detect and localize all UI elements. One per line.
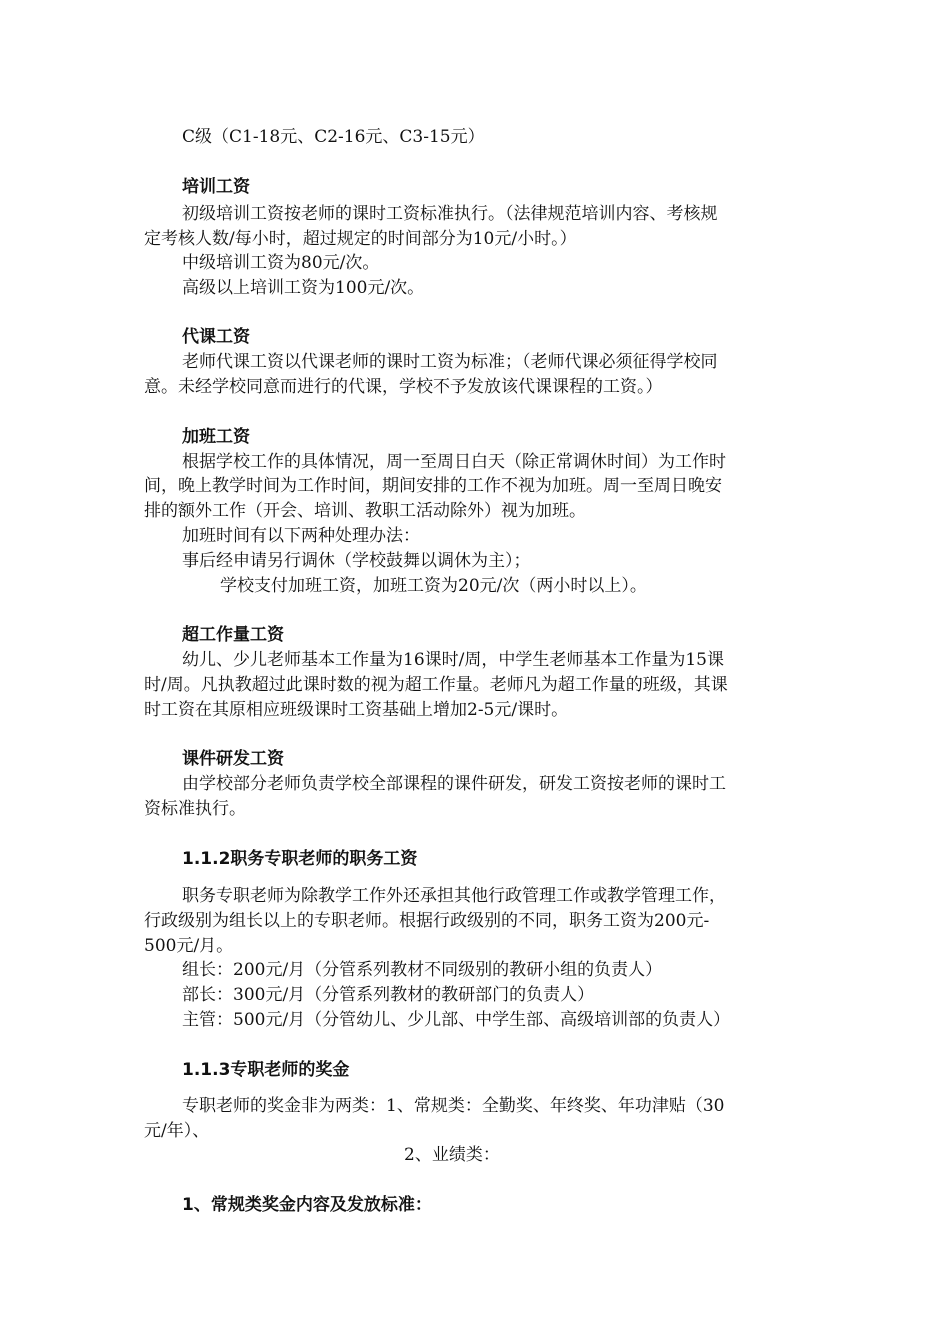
paragraph-line: 根据学校工作的具体情况，周一至周日白天（除正常调休时间）为工作时 — [182, 452, 726, 472]
paragraph-line: 间，晚上教学时间为工作时间，期间安排的工作不视为加班。周一至周日晚安 — [144, 476, 722, 496]
paragraph-line: 资标准执行。 — [144, 799, 246, 819]
paragraph-line: 500元/月。 — [144, 936, 234, 956]
heading-regular-bonus: 1、常规类奖金内容及发放标准： — [182, 1195, 432, 1215]
heading-training-pay: 培训工资 — [182, 177, 250, 197]
paragraph-line: 初级培训工资按老师的课时工资标准执行。（法律规范培训内容、考核规 — [182, 204, 718, 224]
paragraph-line: 中级培训工资为80元/次。 — [182, 253, 380, 273]
paragraph-line: 专职老师的奖金非为两类：1、常规类：全勤奖、年终奖、年功津贴（30 — [182, 1096, 725, 1116]
paragraph-line: 2、业绩类： — [404, 1145, 500, 1165]
heading-excess-workload-pay: 超工作量工资 — [182, 625, 284, 645]
paragraph-line: 老师代课工资以代课老师的课时工资为标准；（老师代课必须征得学校同 — [182, 352, 718, 372]
paragraph-line: 职务专职老师为除教学工作外还承担其他行政管理工作或教学管理工作， — [182, 886, 726, 906]
c-level-rates: C级（C1-18元、C2-16元、C3-15元） — [182, 127, 485, 147]
heading-substitute-pay: 代课工资 — [182, 327, 250, 347]
paragraph-line: 时/周。凡执教超过此课时数的视为超工作量。老师凡为超工作量的班级，其课 — [144, 675, 728, 695]
heading-courseware-pay: 课件研发工资 — [182, 749, 284, 769]
paragraph-line: 学校支付加班工资，加班工资为20元/次（两小时以上）。 — [220, 576, 647, 596]
heading-overtime-pay: 加班工资 — [182, 427, 250, 447]
section-heading-1-1-2: 1.1.2职务专职老师的职务工资 — [182, 849, 418, 869]
paragraph-line: 组长：200元/月（分管系列教材不同级别的教研小组的负责人） — [182, 960, 663, 980]
paragraph-line: 幼儿、少儿老师基本工作量为16课时/周，中学生老师基本工作量为15课 — [182, 650, 724, 670]
paragraph-line: 主管：500元/月（分管幼儿、少儿部、中学生部、高级培训部的负责人） — [182, 1010, 731, 1030]
paragraph-line: 排的额外工作（开会、培训、教职工活动除外）视为加班。 — [144, 501, 586, 521]
paragraph-line: 部长：300元/月（分管系列教材的教研部门的负责人） — [182, 985, 595, 1005]
paragraph-line: 元/年）、 — [144, 1121, 210, 1141]
paragraph-line: 定考核人数/每小时，超过规定的时间部分为10元/小时。） — [144, 229, 577, 249]
paragraph-line: 加班时间有以下两种处理办法： — [182, 526, 420, 546]
paragraph-line: 意。未经学校同意而进行的代课，学校不予发放该代课课程的工资。） — [144, 377, 663, 397]
paragraph-line: 高级以上培训工资为100元/次。 — [182, 278, 425, 298]
paragraph-line: 行政级别为组长以上的专职老师。根据行政级别的不同，职务工资为200元- — [144, 911, 710, 931]
paragraph-line: 时工资在其原相应班级课时工资基础上增加2-5元/课时。 — [144, 700, 569, 720]
paragraph-line: 事后经申请另行调休（学校鼓舞以调休为主）； — [182, 551, 531, 571]
section-heading-1-1-3: 1.1.3专职老师的奖金 — [182, 1060, 350, 1080]
paragraph-line: 由学校部分老师负责学校全部课程的课件研发，研发工资按老师的课时工 — [182, 774, 726, 794]
